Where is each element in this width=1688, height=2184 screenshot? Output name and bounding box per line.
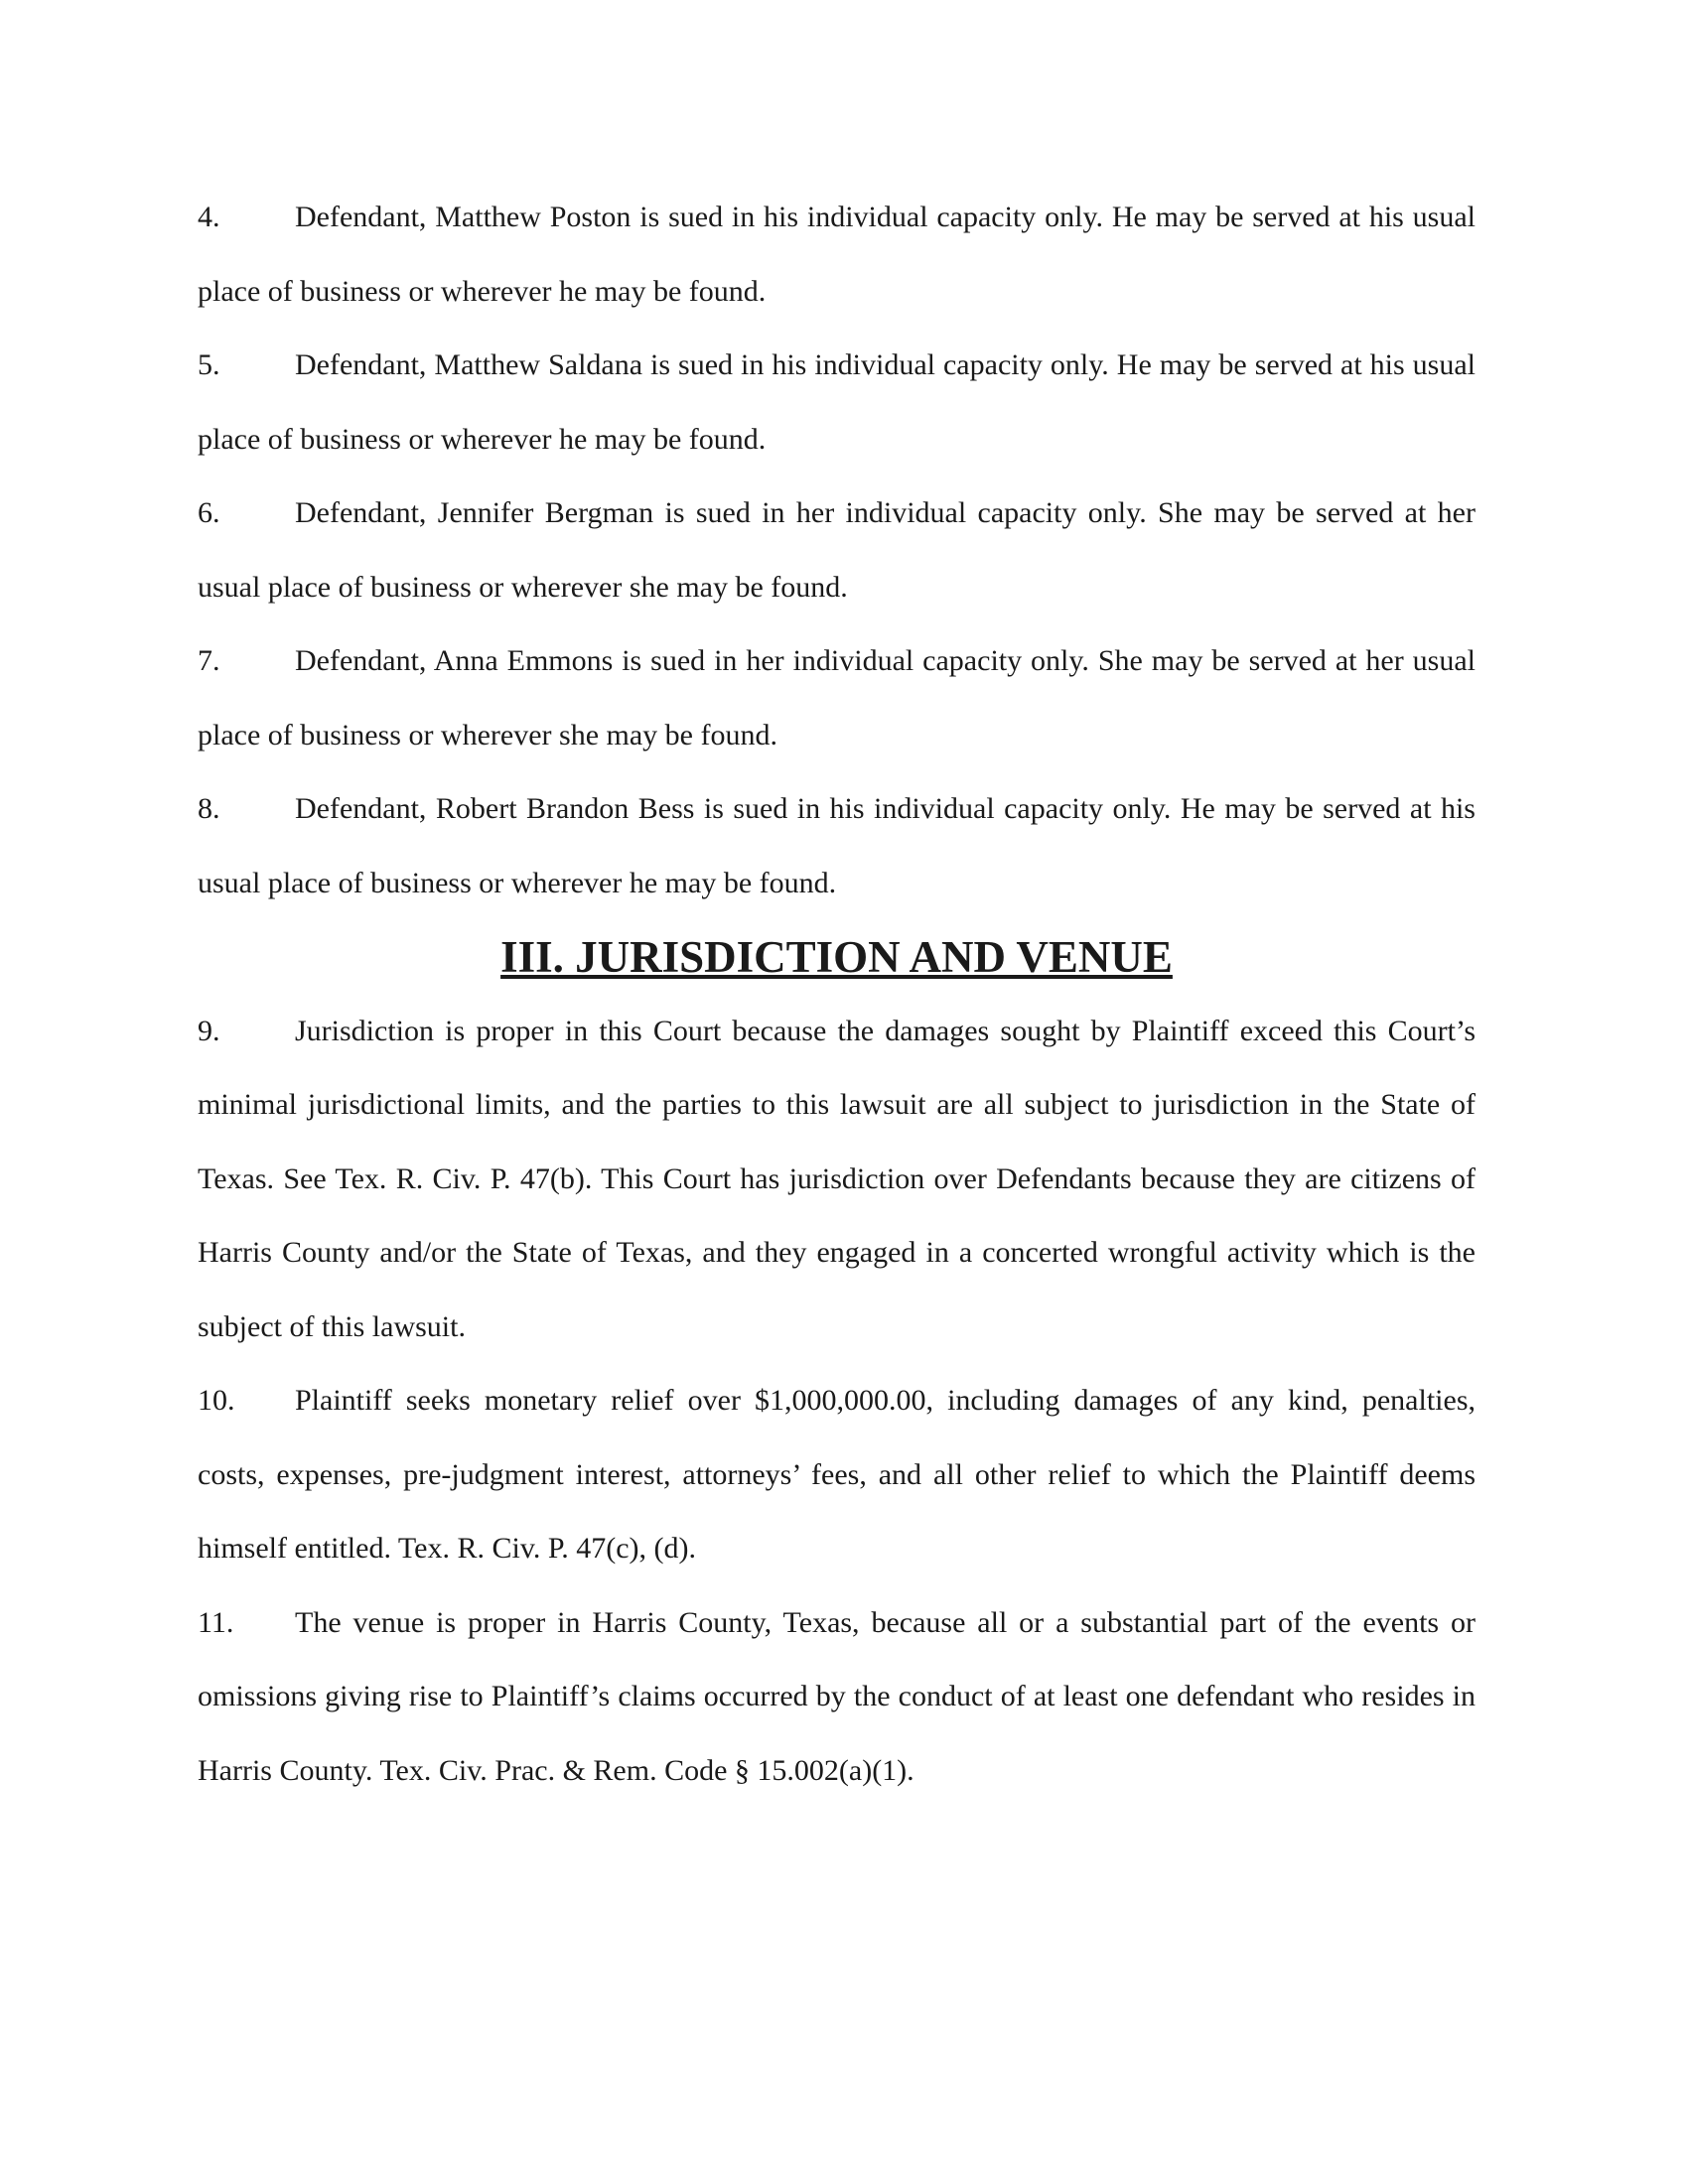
paragraph-7 bbox=[198, 624, 1476, 772]
paragraph-9 bbox=[198, 995, 1476, 1365]
paragraph-text: Defendant, Jennifer Bergman is sued in her individual capacity only. She may be served at her usual place of business or wherever she may be found. bbox=[198, 496, 1476, 604]
paragraph-4 bbox=[198, 181, 1476, 329]
paragraph-number: 9. bbox=[198, 1014, 220, 1047]
paragraph-5 bbox=[198, 329, 1476, 477]
paragraph-number: 5. bbox=[198, 348, 220, 381]
paragraph-11 bbox=[198, 1586, 1476, 1809]
paragraph-number: 8. bbox=[198, 792, 220, 825]
paragraph-number: 11. bbox=[198, 1605, 234, 1639]
paragraph-text: Defendant, Matthew Poston is sued in his individual capacity only. He may be served at his usual place of business or wherever he may be found. bbox=[198, 201, 1476, 308]
paragraph-number: 10. bbox=[198, 1384, 235, 1417]
paragraph-text: Plaintiff seeks monetary relief over $1,000,000.00, including damages of any kind, penalties, costs, expenses, pre-judgment interest, attorneys’ fees, and all other relief to which the Plaintiff deems himself entitled. Tex. R. Civ. P. 47(c), (d). bbox=[198, 1384, 1476, 1565]
paragraph-text: Jurisdiction is proper in this Court because the damages sought by Plaintiff exceed this Court’s minimal jurisdictional limits, and the parties to this lawsuit are all subject to jurisdiction in the State of Texas. See Tex. R. Civ. P. 47(b). This Court has jurisdiction over Defendants because they are citizens of Harris County and/or the State of Texas, and they engaged in a concerted wrongful activity which is the subject of this lawsuit. bbox=[198, 1014, 1476, 1343]
section-heading: III. JURISDICTION AND VENUE bbox=[500, 932, 1173, 982]
paragraph-number: 6. bbox=[198, 496, 220, 529]
paragraph-6 bbox=[198, 477, 1476, 624]
paragraph-text: Defendant, Robert Brandon Bess is sued in his individual capacity only. He may be served at his usual place of business or wherever he may be found. bbox=[198, 792, 1476, 899]
paragraph-text: Defendant, Matthew Saldana is sued in his individual capacity only. He may be served at his usual place of business or wherever he may be found. bbox=[198, 348, 1476, 456]
paragraph-number: 4. bbox=[198, 201, 220, 233]
paragraph-number: 7. bbox=[198, 644, 220, 677]
paragraph-text: The venue is proper in Harris County, Texas, because all or a substantial part of the events or omissions giving rise to Plaintiff’s claims occurred by the conduct of at least one defendant who resides in Harris County. Tex. Civ. Prac. & Rem. Code § 15.002(a)(1). bbox=[198, 1605, 1476, 1787]
paragraph-text: Defendant, Anna Emmons is sued in her individual capacity only. She may be served at her usual place of business or wherever she may be found. bbox=[198, 644, 1476, 751]
paragraph-10 bbox=[198, 1364, 1476, 1586]
document-page bbox=[198, 181, 1476, 1808]
paragraph-8 bbox=[198, 772, 1476, 920]
